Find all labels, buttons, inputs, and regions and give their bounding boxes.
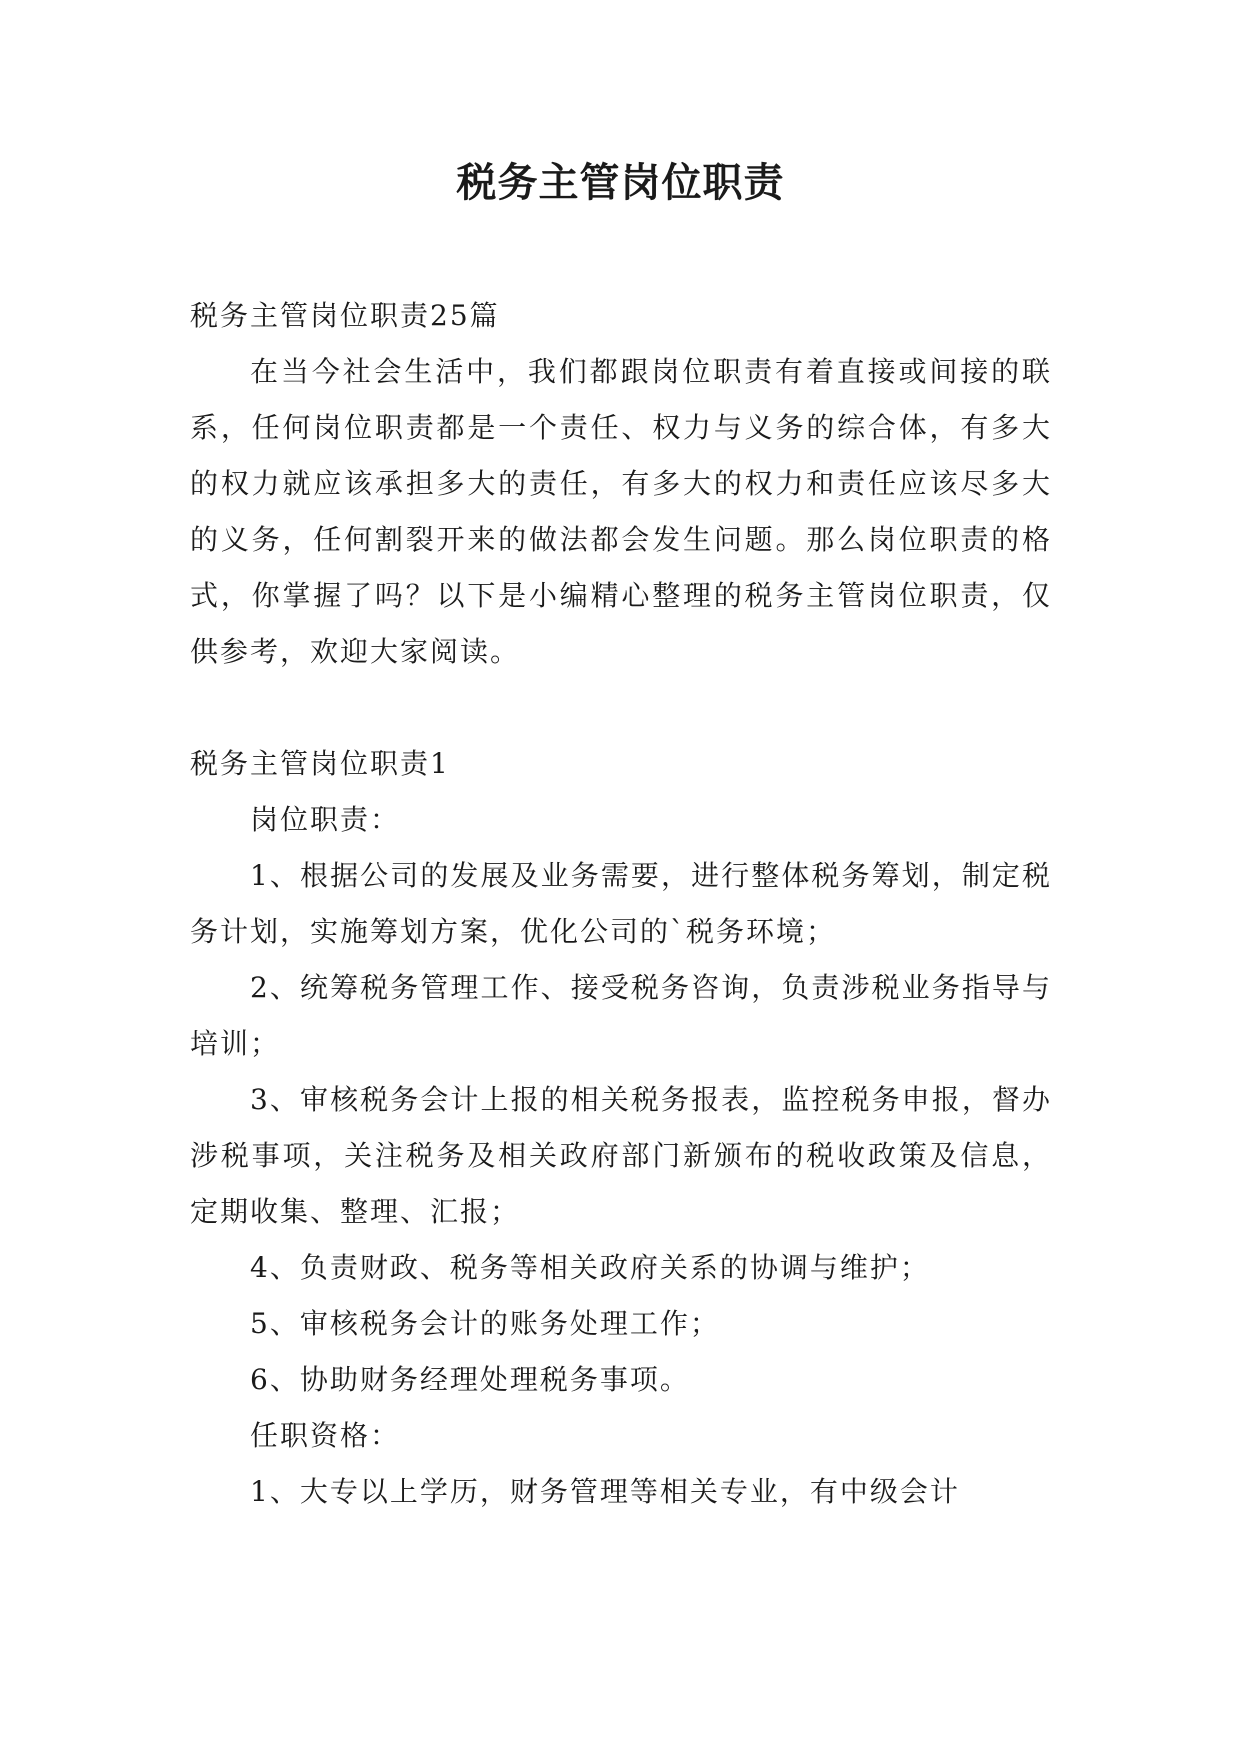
duty-item-2: 2、统筹税务管理工作、接受税务咨询，负责涉税业务指导与培训； — [190, 971, 1052, 1060]
document-title: 税务主管岗位职责 — [456, 160, 785, 206]
document-body — [190, 288, 1052, 1520]
qualifications-label: 任职资格： — [250, 1419, 401, 1452]
duty-item-6: 6、协助财务经理处理税务事项。 — [250, 1363, 690, 1396]
section-heading: 税务主管岗位职责1 — [190, 747, 450, 780]
document-subtitle: 税务主管岗位职责25篇 — [190, 299, 500, 332]
duty-item-4: 4、负责财政、税务等相关政府关系的协调与维护； — [250, 1251, 930, 1284]
duty-item-1: 1、根据公司的发展及业务需要，进行整体税务筹划，制定税务计划，实施筹划方案，优化公司的`税务环境； — [190, 859, 1052, 948]
qualification-item-1: 1、大专以上学历，财务管理等相关专业，有中级会计 — [250, 1475, 960, 1508]
duty-item-3: 3、审核税务会计上报的相关税务报表，监控税务申报，督办涉税事项，关注税务及相关政府部门新颁布的税收政策及信息，定期收集、整理、汇报； — [190, 1083, 1052, 1228]
duty-item-5: 5、审核税务会计的账务处理工作； — [250, 1307, 720, 1340]
intro-paragraph: 在当今社会生活中，我们都跟岗位职责有着直接或间接的联系，任何岗位职责都是一个责任、权力与义务的综合体，有多大的权力就应该承担多大的责任，有多大的权力和责任应该尽多大的义务，任何割裂开来的做法都会发生问题。那么岗位职责的格式，你掌握了吗？以下是小编精心整理的税务主管岗位职责，仅供参考，欢迎大家阅读。 — [190, 355, 1052, 668]
section-spacer — [190, 680, 1052, 736]
duties-label: 岗位职责： — [250, 803, 401, 836]
